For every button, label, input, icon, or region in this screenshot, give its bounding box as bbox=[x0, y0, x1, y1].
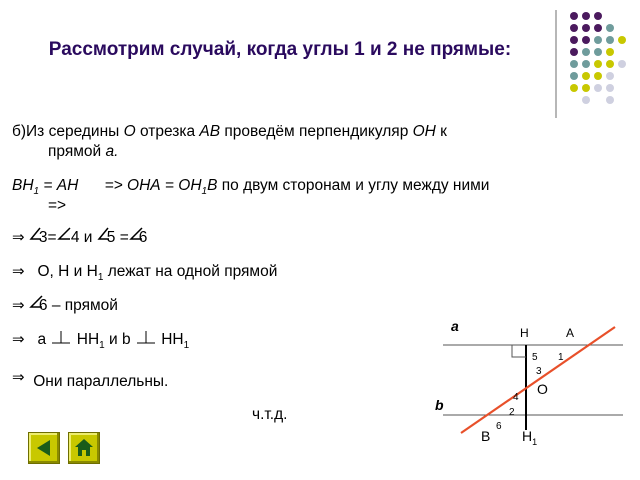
home-button[interactable] bbox=[68, 432, 100, 464]
perpendicular-icon bbox=[50, 333, 72, 345]
right-angle-mark-top bbox=[512, 345, 526, 357]
angle-num-2: 2 bbox=[509, 407, 515, 418]
diagram-canvas bbox=[425, 310, 640, 480]
item-perpendicular: ⇒ а $НН_1$ и b $НН_1$ bbox=[12, 331, 190, 352]
angle-icon bbox=[57, 231, 67, 243]
perpendicular-icon bbox=[135, 333, 157, 345]
item-angles-equal: ⇒ 3= 4 и 5 = 6 bbox=[12, 229, 148, 246]
decorative-dots bbox=[566, 10, 636, 110]
home-icon bbox=[69, 433, 99, 463]
geometry-diagram bbox=[425, 310, 640, 480]
divider-line bbox=[555, 10, 557, 118]
label-O: О bbox=[537, 381, 548, 397]
triangle-left-icon bbox=[29, 433, 59, 463]
angle-icon bbox=[129, 231, 139, 243]
prev-slide-button[interactable] bbox=[28, 432, 60, 464]
angle-num-1: 1 bbox=[558, 352, 564, 363]
label-H1: $Н_1$ bbox=[522, 428, 538, 447]
angle-icon bbox=[97, 231, 107, 243]
paragraph-b-cont: прямой а. bbox=[48, 143, 119, 160]
label-b: b bbox=[435, 397, 444, 413]
item-parallel: ⇒ Они параллельны. bbox=[12, 369, 169, 390]
item-collinear: ⇒ О, Н и $Н_1$ лежат на одной прямой bbox=[12, 263, 278, 284]
angle-icon bbox=[29, 299, 39, 311]
label-A: А bbox=[566, 326, 575, 340]
label-H: Н bbox=[520, 326, 529, 340]
label-a: a bbox=[451, 318, 459, 334]
secant-line bbox=[461, 327, 615, 433]
paragraph-b: б)Из середины О отрезка АВ проведём перпендикуляр ОН к bbox=[12, 123, 447, 140]
item-right-angle: ⇒ 6 – прямой bbox=[12, 297, 118, 314]
equation-line: $ВН_1$ = АН => ОНА = $ОН_1В$ по двум сторонам и углу между ними bbox=[12, 177, 490, 198]
angle-num-6: 6 bbox=[496, 421, 502, 432]
equation-cont: => bbox=[48, 197, 67, 214]
angle-num-4: 4 bbox=[513, 392, 519, 403]
qed-text: ч.т.д. bbox=[252, 406, 288, 423]
slide-title: Рассмотрим случай, когда углы 1 и 2 не прямые: bbox=[48, 39, 512, 60]
angle-icon bbox=[29, 231, 39, 243]
angle-num-5: 5 bbox=[532, 352, 538, 363]
angle-num-3: 3 bbox=[536, 366, 542, 377]
label-B: В bbox=[481, 428, 491, 444]
